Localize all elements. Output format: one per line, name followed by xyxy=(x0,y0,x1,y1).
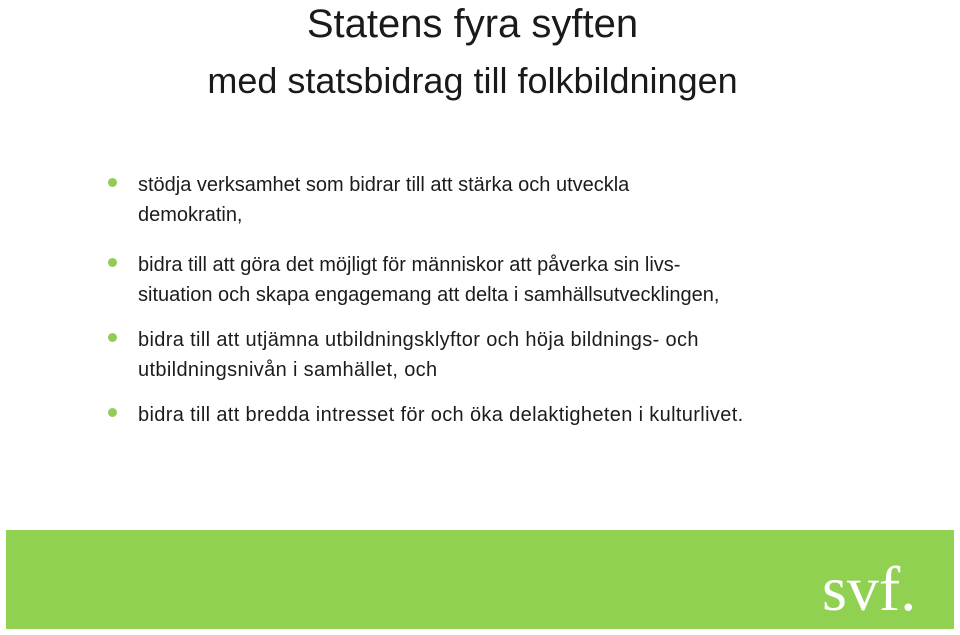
bullet-text-line: bidra till att bredda intresset för och öka delaktigheten i kulturlivet. xyxy=(138,404,744,426)
bullet-dot-icon xyxy=(108,333,117,342)
bullet-text-line: utbildningsnivån i samhället, och xyxy=(138,359,438,381)
bullet-text-line: demokratin, xyxy=(138,204,243,226)
title-main: Statens fyra syften xyxy=(306,2,639,46)
bullet-item xyxy=(138,325,898,385)
bullet-text-line: bidra till att utjämna utbildningsklyftor och höja bildnings- och xyxy=(138,329,699,351)
bullet-item xyxy=(138,250,898,310)
bullet-text-line: stödja verksamhet som bidrar till att stärka och utveckla xyxy=(138,174,630,196)
bullet-dot-icon xyxy=(108,408,117,417)
bullet-item xyxy=(138,170,898,230)
bullet-dot-icon xyxy=(108,258,117,267)
title-subtitle: med statsbidrag till folkbildningen xyxy=(207,60,738,101)
bullet-text-line: situation och skapa engagemang att delta i samhällsutvecklingen, xyxy=(138,284,720,306)
svf-logo xyxy=(818,538,928,624)
bullet-dot-icon xyxy=(108,178,117,187)
logo-text: svf. xyxy=(822,553,917,624)
bullet-item xyxy=(138,400,898,430)
footer-bar xyxy=(6,530,954,629)
bullet-text-line: bidra till att göra det möjligt för människor att påverka sin livs- xyxy=(138,254,681,276)
